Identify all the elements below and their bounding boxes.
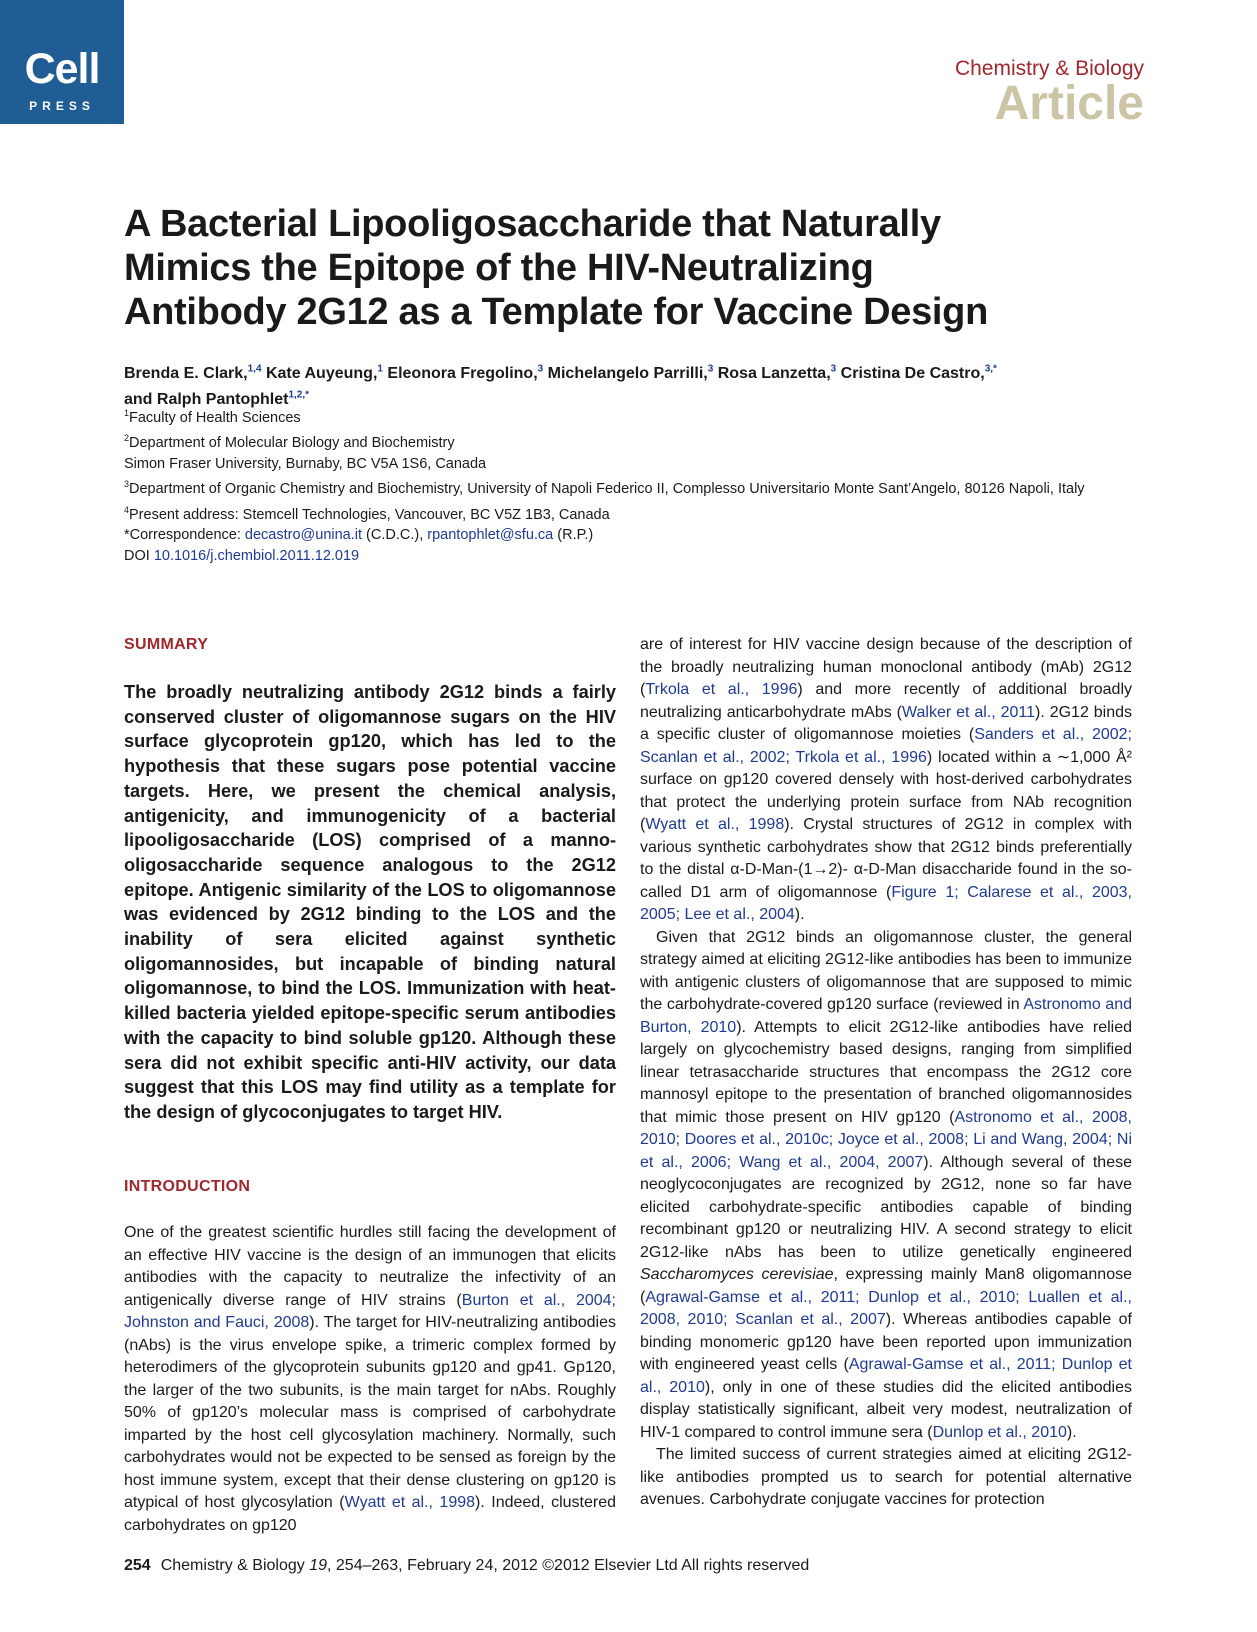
author: Rosa Lanzetta,$^3$ [717, 364, 837, 383]
logo-press: PRESS [29, 99, 95, 113]
title-line: Antibody 2G12 as a Template for Vaccine Design [124, 291, 989, 333]
affiliation: $^2$Department of Molecular Biology and Biochemistry [124, 433, 455, 452]
author: Cristina De Castro,$^{3,*}$ [840, 364, 997, 383]
right-column [640, 634, 1132, 1512]
paragraph: The limited success of current strategies aimed at eliciting 2G12-like antibodies prompted us to search for potential alternative avenues. Carbohydrate conjugate vaccines for protection [640, 1446, 1132, 1508]
paragraph: Given that 2G12 binds an oligomannose cluster, the general strategy aimed at eliciting 2G12-like antibodies has been to immunize with antigenic clusters of oligomannose that are supposed to mimic the carbohydrate-covered gp120 surface (reviewed in Astronomo and Burton, 2010). Attempts to elicit 2G12-like antibodies have relied largely on glycochemistry based designs, ranging from simplified linear tetrasaccharide structures that encompass the 2G12 core mannosyl epitope to the presentation of branched oligomannosides that mimic those present on HIV gp120 (Astronomo et al., 2008, 2010; Doores et al., 2010c; Joyce et al., 2008; Li and Wang, 2004; Ni et al., 2006; Wang et al., 2004, 2007). Although several of these neoglycoconjugates are recognized by 2G12, none so far have elicited carbohydrate-specific antibodies capable of binding recombinant gp120 or neutralizing HIV. A second strategy to elicit 2G12-like nAbs has been to utilize genetically engineered Saccharomyces cerevisiae, expressing mainly Man8 oligomannose (Agrawal-Gamse et al., 2011; Dunlop et al., 2010; Luallen et al., 2008, 2010; Scanlan et al., 2007). Whereas antibodies capable of binding monomeric gp120 have been reported upon immunization with engineered yeast cells (Agrawal-Gamse et al., 2011; Dunlop et al., 2010), only in one of these studies did the elicited antibodies display statistically significant, albeit very modest, neutralization of HIV-1 compared to control immune sera (Dunlop et al., 2010). [640, 928, 1133, 1441]
author: Kate Auyeung,$^1$ [265, 364, 383, 383]
citation-link[interactable]: Sanders et al., 2002; Scanlan et al., 2002; Trkola et al., 1996 [640, 726, 1133, 766]
doi-link[interactable]: 10.1016/j.chembiol.2011.12.019 [153, 547, 360, 564]
affiliation: $^3$Department of Organic Chemistry and Biochemistry, University of Napoli Federico II, Complesso Universitario Monte Sant’Angelo, 80126 Napoli, Italy [124, 479, 1085, 498]
affiliations [124, 403, 1154, 566]
correspondence: *Correspondence: decastro@unina.it (C.D.C.), rpantophlet@sfu.ca (R.P.) [124, 527, 594, 544]
article-title [124, 202, 1154, 334]
summary-text: The broadly neutralizing antibody 2G12 binds a fairly conserved cluster of oligomannose sugars on the HIV surface glycoprotein gp120, which has led to the hypothesis that these sugars pose potential vaccine targets. Here, we present the chemical analysis, antigenicity, and immunogenicity of a bacterial lipooligosaccharide (LOS) comprised of a manno-oligosaccharide sequence analogous to the 2G12 epitope. Antigenic similarity of the LOS to oligomannose was evidenced by 2G12 binding to the LOS and the inability of sera elicited against synthetic oligomannosides, but incapable of binding natural oligomannose, to bind the LOS. Immunization with heat-killed bacteria yielded epitope-specific serum antibodies with the capacity to bind soluble gp120. Although these sera did not exhibit specific anti-HIV activity, our data suggest that this LOS may find utility as a template for the design of glycoconjugates to target HIV. [124, 682, 616, 1122]
author: Eleonora Fregolino,$^3$ [387, 364, 544, 383]
affiliation: Simon Fraser University, Burnaby, BC V5A 1S6, Canada [124, 455, 487, 472]
citation-link[interactable]: Wyatt et al., 1998 [645, 816, 785, 833]
title-line: Mimics the Epitope of the HIV-Neutralizing [124, 247, 874, 289]
citation-link[interactable]: Astronomo and Burton, 2010 [640, 996, 1132, 1036]
citation-link[interactable]: Wyatt et al., 1998 [344, 1494, 476, 1511]
affiliation: $^1$Faculty of Health Sciences [124, 408, 301, 426]
author: Michelangelo Parrilli,$^3$ [547, 364, 714, 383]
citation-link[interactable]: Trkola et al., 1996 [645, 681, 798, 698]
cell-press-logo [0, 0, 124, 124]
journal-name: Chemistry & Biology [954, 57, 1144, 80]
title-line: A Bacterial Lipooligosaccharide that Naturally [124, 203, 941, 245]
email-link[interactable]: rpantophlet@sfu.ca [427, 527, 554, 544]
citation-link[interactable]: Astronomo et al., 2008, 2010; Doores et al., 2010c; Joyce et al., 2008; Li and Wang, 2004; Ni et al., 2006; Wang et al., 2004, 2007 [640, 1108, 1132, 1171]
doi: DOI 10.1016/j.chembiol.2011.12.019 [124, 547, 360, 564]
paragraph: are of interest for HIV vaccine design because of the description of the broadly neutralizing human monoclonal antibody (mAb) 2G12 (Trkola et al., 1996) and more recently of additional broadly neutralizing anticarbohydrate mAbs (Walker et al., 2011). 2G12 binds a specific cluster of oligomannose moieties (Sanders et al., 2002; Scanlan et al., 2002; Trkola et al., 1996) located within a ∼1,000 Å² surface on gp120 covered densely with host-derived carbohydrates that protect the underlying protein surface from NAb recognition (Wyatt et al., 1998). Crystal structures of 2G12 in complex with various synthetic carbohydrates show that 2G12 binds preferentially to the distal α-D-Man-(1→2)- α-D-Man disaccharide found in the so-called D1 arm of oligomannose (Figure 1; Calarese et al., 2003, 2005; Lee et al., 2004). [640, 636, 1133, 923]
introduction-heading: INTRODUCTION [124, 1178, 251, 1195]
page-footer: 254 Chemistry & Biology 19, 254–263, February 24, 2012 ©2012 Elsevier Ltd All rights reserved [124, 1557, 810, 1574]
author: and Ralph Pantophlet$^{1,2,*}$ [124, 389, 310, 408]
author: Brenda E. Clark,$^{1,4}$ [124, 364, 262, 383]
email-link[interactable]: decastro@unina.it [244, 527, 363, 544]
citation-link[interactable]: Walker et al., 2011 [901, 703, 1036, 721]
logo-word: Cell [24, 45, 100, 93]
citation-link[interactable]: Agrawal-Gamse et al., 2011; Dunlop et al., 2010 [640, 1356, 1133, 1396]
affiliation: $^4$Present address: Stemcell Technologies, Vancouver, BC V5Z 1B3, Canada [124, 504, 610, 523]
summary-heading: SUMMARY [124, 636, 209, 653]
citation-link[interactable]: Burton et al., 2004; Johnston and Fauci, 2008 [124, 1291, 616, 1331]
citation-link[interactable]: Dunlop et al., 2010 [932, 1423, 1067, 1441]
article-type: Article [994, 77, 1144, 130]
page-number: 254 [124, 1557, 151, 1574]
citation-link[interactable]: Agrawal-Gamse et al., 2011; Dunlop et al., 2010; Luallen et al., 2008, 2010; Scanlan et al., 2007 [640, 1288, 1132, 1328]
citation-link[interactable]: Figure 1; Calarese et al., 2003, 2005; Lee et al., 2004 [640, 883, 1132, 923]
introduction-paragraph: One of the greatest scientific hurdles still facing the development of an effective HIV vaccine is the design of an immunogen that elicits antibodies with the capacity to neutralize the infectivity of an antigenically diverse range of HIV strains (Burton et al., 2004; Johnston and Fauci, 2008). The target for HIV-neutralizing antibodies (nAbs) is the virus envelope spike, a trimeric complex formed by heterodimers of the glycoprotein subunits gp120 and gp41. Gp120, the larger of the two subunits, is the main target for nAbs. Roughly 50% of gp120’s molecular mass is comprised of carbohydrate imparted by the host cell glycosylation machinery. Normally, such carbohydrates would not be expected to be sensed as foreign by the host immune system, except that their dense clustering on gp120 is atypical of host glycosylation (Wyatt et al., 1998). Indeed, clustered carbohydrates on gp120 [124, 1224, 617, 1534]
